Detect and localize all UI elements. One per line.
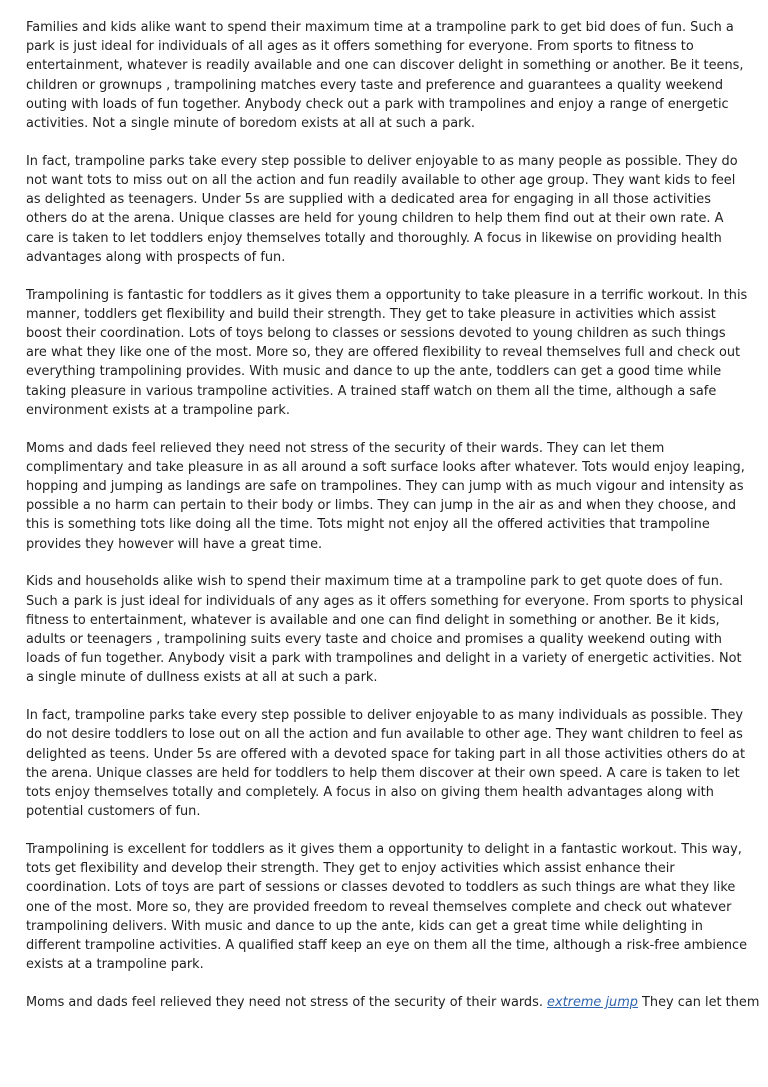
paragraph-8	[26, 993, 760, 1012]
paragraph-1: Families and kids alike want to spend their maximum time at a trampoline park to get bid does of fun. Such a park is just ideal for individuals of all ages as it offers something for everyone. From sports to fitness to entertainment, whatever is readily available and one can discover delight in something or another. Be it teens, children or grownups , trampolining matches every taste and preference and guarantees a quality weekend outing with loads of fun together. Anybody check out a park with trampolines and enjoy a range of energetic activities. Not a single minute of boredom exists at all at such a park.	[26, 20, 744, 132]
paragraph-3: Trampolining is fantastic for toddlers as it gives them a opportunity to take pleasure in a terrific workout. In this manner, toddlers get flexibility and build their strength. They get to take pleasure in activities which assist boost their coordination. Lots of toys belong to classes or sessions devoted to young children as such things are what they like one of the most. More so, they are offered flexibility to reveal themselves full and check out everything trampolining provides. With music and dance to up the ante, toddlers can get a good time while taking pleasure in various trampoline activities. A trained staff watch on them all the time, although a safe environment exists at a trampoline park.	[26, 287, 748, 418]
extreme-jump-link[interactable]: extreme jump	[547, 995, 638, 1011]
paragraph-8-text-after: They can let them	[637, 995, 760, 1011]
paragraph-8-text-before: Moms and dads feel relieved they need not stress of the security of their wards.	[26, 995, 548, 1011]
paragraph-7: Trampolining is excellent for toddlers as it gives them a opportunity to delight in a fantastic workout. This way, tots get flexibility and develop their strength. They get to enjoy activities which assist enhance their coordination. Lots of toys are part of sessions or classes devoted to toddlers as such things are what they like one of the most. More so, they are provided freedom to reveal themselves complete and check out whatever trampolining delivers. With music and dance to up the ante, kids can get a great time while delighting in different trampoline activities. A qualified staff keep an eye on them all the time, although a risk-free ambience exists at a trampoline park.	[26, 842, 748, 973]
paragraph-2: In fact, trampoline parks take every step possible to deliver enjoyable to as many people as possible. They do not want tots to miss out on all the action and fun readily available to other age group. They want kids to feel as delighted as teenagers. Under 5s are supplied with a dedicated area for engaging in all those activities others do at the arena. Unique classes are held for young children to help them find out at their own rate. A care is taken to let toddlers enjoy themselves totally and thoroughly. A focus in likewise on providing health advantages along with prospects of fun.	[26, 153, 738, 265]
paragraph-4: Moms and dads feel relieved they need not stress of the security of their wards. They can let them complimentary and take pleasure in as all around a soft surface looks after whatever. Tots would enjoy leaping, hopping and jumping as landings are safe on trampolines. They can jump with as much vigour and intensity as possible a no harm can pertain to their body or limbs. They can jump in the air as and when they choose, and this is something tots like doing all the time. Tots might not enjoy all the offered activities that trampoline provides they however will have a great time.	[26, 440, 745, 552]
paragraph-5: Kids and households alike wish to spend their maximum time at a trampoline park to get quote does of fun. Such a park is just ideal for individuals of any ages as it offers something for everyone. From sports to physical fitness to entertainment, whatever is available and one can find delight in something or another. Be it kids, adults or teenagers , trampolining suits every taste and choice and promises a quality weekend outing with loads of fun together. Anybody visit a park with trampolines and delight in a variety of energetic activities. Not a single minute of dullness exists at all at such a park.	[26, 574, 744, 686]
paragraph-6: In fact, trampoline parks take every step possible to deliver enjoyable to as many individuals as possible. They do not desire toddlers to lose out on all the action and fun available to other age. They want children to feel as delighted as teens. Under 5s are offered with a devoted space for taking part in all those activities others do at the arena. Unique classes are held for toddlers to help them discover at their own speed. A care is taken to let tots enjoy themselves totally and completely. A focus in also on giving them health advantages along with potential customers of fun.	[26, 708, 746, 820]
document-page	[26, 18, 760, 1012]
